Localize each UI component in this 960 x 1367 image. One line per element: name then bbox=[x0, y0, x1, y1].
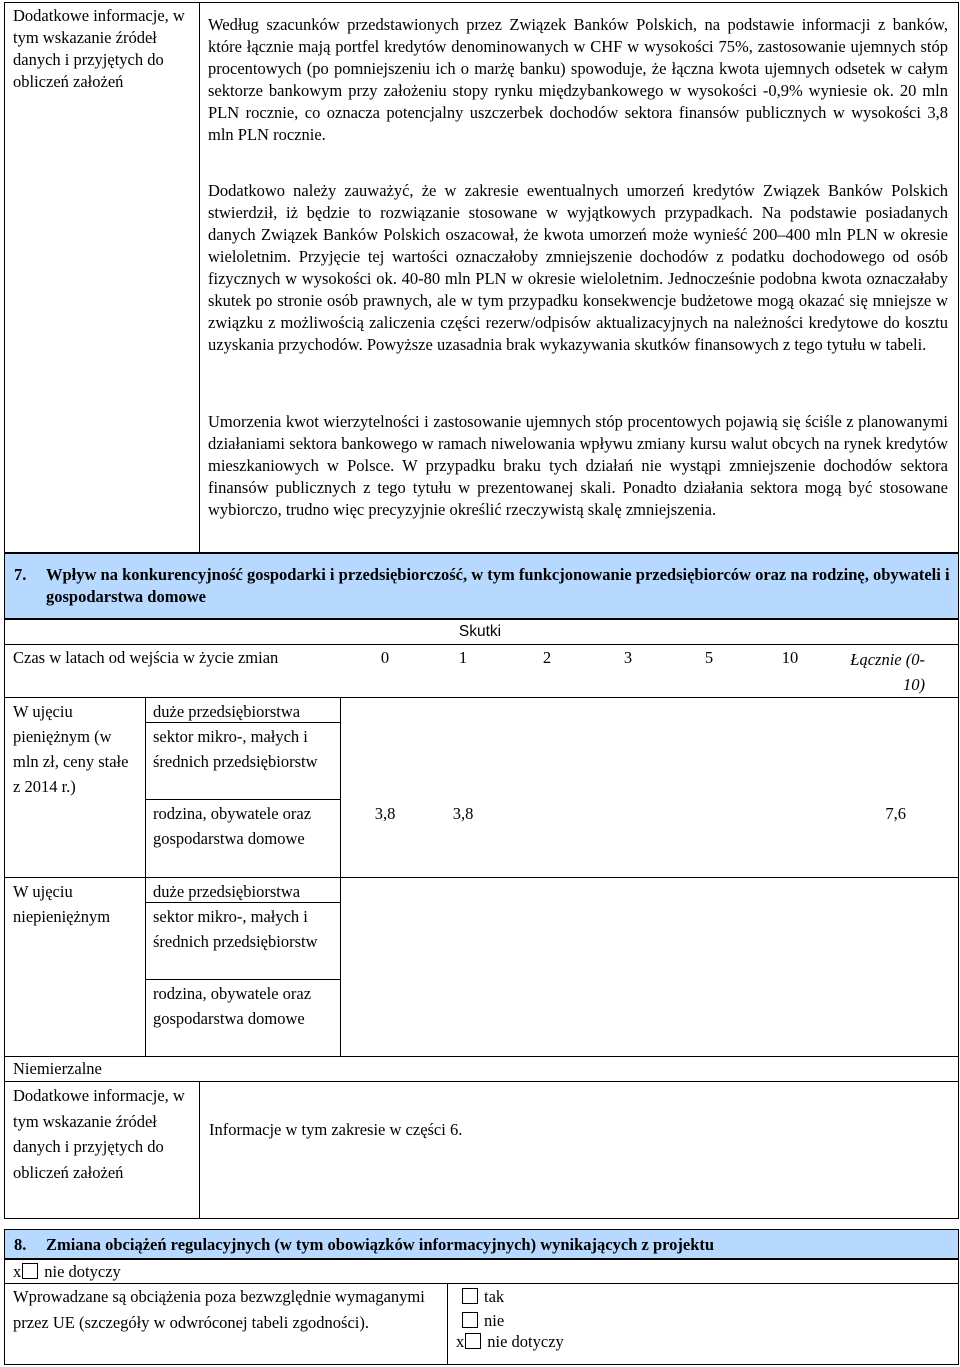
year-3: 3 bbox=[623, 648, 633, 667]
time-label: Czas w latach od wejścia w życie zmian bbox=[13, 648, 279, 667]
year-10: 10 bbox=[781, 648, 799, 667]
option-no-checkbox[interactable] bbox=[462, 1312, 478, 1328]
family-value-total: 7,6 bbox=[885, 804, 906, 823]
nonmonetary-row-sme: sektor mikro-, małych i średnich przedsiębiorstw bbox=[153, 907, 318, 951]
year-1: 1 bbox=[458, 648, 468, 667]
nonmonetary-row-large-enterprises: duże przedsiębiorstwa bbox=[153, 882, 301, 901]
family-value-year-0: 3,8 bbox=[374, 804, 396, 823]
option-na-checkbox[interactable] bbox=[465, 1333, 481, 1349]
section6-side-label: Dodatkowe informacje, w tym wskazanie źródeł danych i przyjętych do obliczeń założeń bbox=[13, 6, 185, 91]
unmeasurable-label: Niemierzalne bbox=[13, 1059, 102, 1078]
section8-question: Wprowadzane są obciążenia poza bezwzględnie wymaganymi przez UE (szczegóły w odwróconej tabeli zgodności). bbox=[13, 1287, 425, 1332]
not-applicable-mark: x bbox=[13, 1262, 22, 1281]
option-yes-row bbox=[462, 1284, 504, 1309]
section7-additional-text: Informacje w tym zakresie w części 6. bbox=[209, 1120, 463, 1139]
year-2: 2 bbox=[542, 648, 552, 667]
year-5: 5 bbox=[704, 648, 714, 667]
section7-title: Wpływ na konkurencyjność gospodarki i przedsiębiorczość, w tym funkcjonowanie przedsiębiorców oraz na rodzinę, obywateli i gospodarstwa domowe bbox=[46, 565, 950, 606]
skutki-heading: Skutki bbox=[458, 623, 502, 640]
monetary-row-family: rodzina, obywatele oraz gospodarstwa domowe bbox=[153, 804, 312, 848]
section8-title: Zmiana obciążeń regulacyjnych (w tym obowiązków informacyjnych) wynikających z projektu bbox=[46, 1235, 715, 1254]
section8-number: 8. bbox=[14, 1235, 27, 1254]
section6-paragraph-2: Dodatkowo należy zauważyć, że w zakresie ewentualnych umorzeń kredytów Związek Banków Polskich stwierdził, iż będzie to rozwiązanie stosowane w wyjątkowych przypadkach. Na podstawie posiadanych danych Związek Banków Polskich oszacował, że kwota umorzeń może wynieść 200–400 mln PLN w okresie wieloletnim. Przyjęcie tej wartości oznaczałoby zmniejszenie dochodów z podatku dochodowego od osób fizycznych w wysokości ok. 40-80 mln PLN w okresie wieloletnim. Jednocześnie podobna kwota oznaczałaby skutek po stronie osób prawnych, ale w tym przypadku konsekwencje budżetowe mogą okazać się mniejsze w związku z możliwością zaliczenia części rezerw/odpisów aktualizacyjnych na należności kredytowe do kosztu uzyskania przychodów. Powyższe uzasadnia brak wykazywania skutków finansowych z tego tytułu w tabeli. bbox=[208, 181, 948, 354]
section6-paragraph-1: Według szacunków przedstawionych przez Związek Banków Polskich, na podstawie informacji z banków, które łącznie mają portfel kredytów denominowanych w CHF w wysokości 75%, zastosowanie ujemnych stóp procentowych (po pomniejszeniu ich o marżę banku) spowoduje, że łączna kwota ujemnych odsetek w całym sektorze bankowym przy założeniu stopy rynku międzybankowego w wysokości -0,9% wyniesie ok. 20 mln PLN rocznie, co oznacza potencjalny uszczerbek dochodów sektora finansów publicznych w wysokości 3,8 mln PLN rocznie. bbox=[208, 15, 948, 144]
nonmonetary-row-family: rodzina, obywatele oraz gospodarstwa domowe bbox=[153, 984, 312, 1028]
section8-not-applicable-row bbox=[13, 1261, 121, 1283]
monetary-row-sme: sektor mikro-, małych i średnich przedsiębiorstw bbox=[153, 727, 318, 771]
section7-number: 7. bbox=[14, 565, 27, 584]
family-value-year-1: 3,8 bbox=[452, 804, 474, 823]
section6-paragraph-3: Umorzenia kwot wierzytelności i zastosowanie ujemnych stóp procentowych pojawią się ściśle z planowanymi działaniami sektora bankowego w ramach niwelowania wpływu zmiany kursu walut obcych na rynek kredytów mieszkaniowych w Polsce. W przypadku braku tych działań nie wystąpi zmniejszenie dochodów sektora finansów publicznych z tego tytułu w prezentowanej skali. Ponadto działania sektora mogą być stosowane wybiorczo, trudno więc precyzyjnie określić rzeczywistą skalę zmniejszenia. bbox=[208, 412, 948, 519]
option-na-row bbox=[456, 1329, 564, 1354]
option-no-label: nie bbox=[484, 1311, 505, 1330]
option-na-mark: x bbox=[456, 1332, 465, 1351]
monetary-group-label: W ujęciu pieniężnym (w mln zł, ceny stałe z 2014 r.) bbox=[13, 702, 129, 796]
section7-additional-label: Dodatkowe informacje, w tym wskazanie źródeł danych i przyjętych do obliczeń założeń bbox=[13, 1086, 185, 1182]
option-yes-label: tak bbox=[484, 1287, 505, 1306]
year-0: 0 bbox=[380, 648, 390, 667]
not-applicable-checkbox[interactable] bbox=[22, 1263, 38, 1279]
nonmonetary-group-label: W ujęciu niepieniężnym bbox=[13, 882, 111, 926]
not-applicable-label: nie dotyczy bbox=[44, 1262, 121, 1281]
total-label: Łącznie (0-10) bbox=[850, 650, 925, 694]
option-yes-checkbox[interactable] bbox=[462, 1288, 478, 1304]
option-na-label: nie dotyczy bbox=[487, 1332, 564, 1351]
monetary-row-large-enterprises: duże przedsiębiorstwa bbox=[153, 702, 301, 721]
